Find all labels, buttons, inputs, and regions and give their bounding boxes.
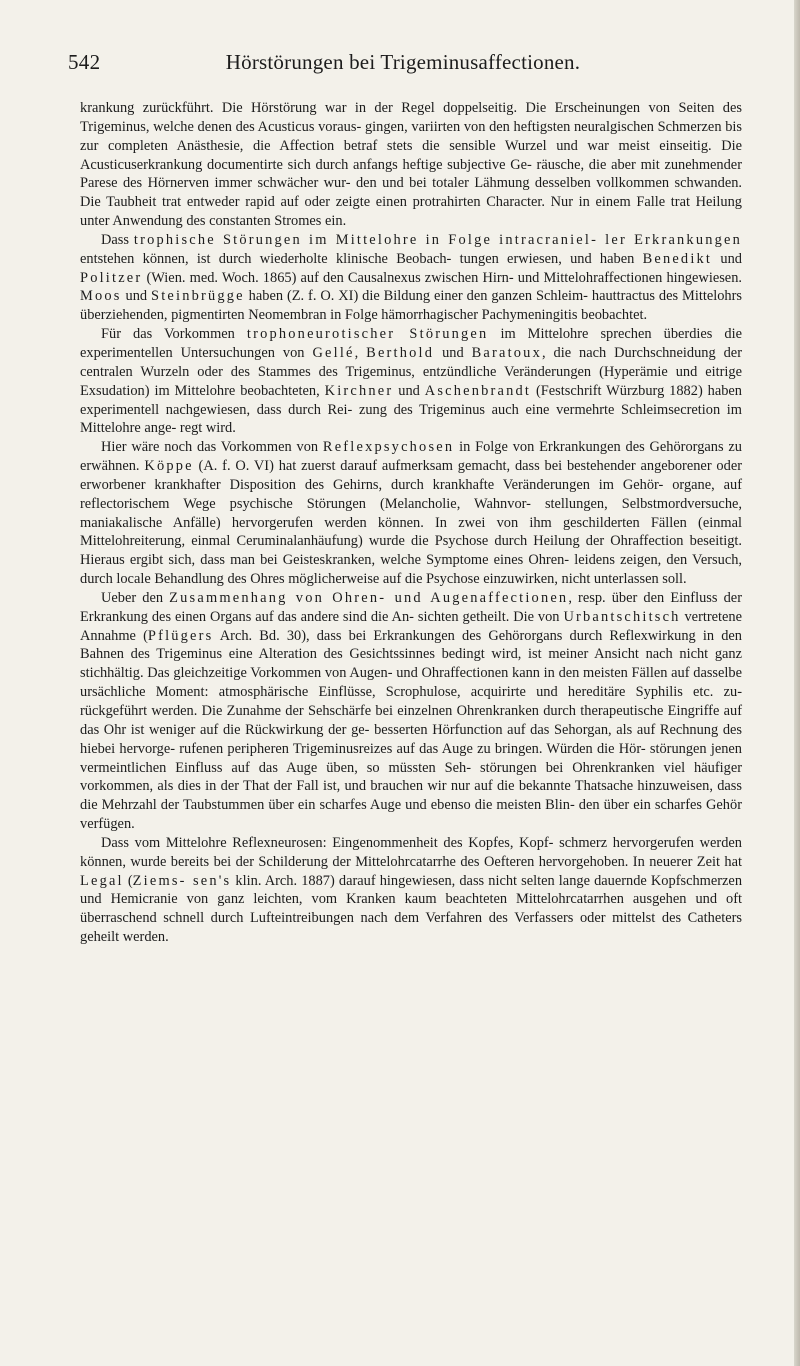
spaced-emphasis: Zusammenhang von Ohren- und Augenaffectionen xyxy=(169,589,569,606)
text-run: und xyxy=(434,344,472,361)
text-run: (Wien. med. Woch. 1865) auf den Causalnexus zwischen Hirn- und Mittelohraffectionen hingewiesen. xyxy=(142,269,742,286)
spaced-emphasis: Berthold xyxy=(366,344,435,361)
text-run: (A. f. O. VI) hat zuerst darauf aufmerksam gemacht, dass bei bestehender angeborener oder erworbener krankhafter Disposition des Gehirns, durch krankhafte Veränderungen im Gehör- organe, auf reflectorischem Wege psychische Störungen (Melancholie, Wahnvor- stellungen, Selbstmordversuche, maniakalische Anfälle) hervorgerufen werden können. In zwei von ihm geschilderten Fällen (einmal Mittelohreiterung, einmal Ceruminalanhäufung) wurde die Psychose durch Heilung der Ohraffection beseitigt. Hieraus ergibt sich, dass man bei Geisteskranken, welche Symptome eines Ohren- leidens zeigen, den Versuch, durch locale Behandlung des Ohres möglicherweise auf die Psychose einzuwirken, nicht unterlassen soll. xyxy=(80,458,742,588)
spaced-emphasis: trophoneurotischer Störungen xyxy=(246,326,489,343)
text-run: und xyxy=(121,288,152,305)
paragraph xyxy=(80,99,742,231)
body-text xyxy=(80,99,742,947)
text-run: klin. Arch. 1887) darauf hingewiesen, dass nicht selten lange dauernde Kopfschmerzen und Hemicranie von ganz leichten, vom Kranken kaum beachteten Mittelohrcatarrhen ausgehen und oft überraschend schnell durch Lufteintreibungen nach dem Verfahren des Verfassers oder mittelst des Catheters geheilt werden. xyxy=(80,872,743,946)
paragraph xyxy=(80,325,742,438)
spaced-emphasis: Kirchner xyxy=(324,382,394,399)
running-title: Hörstörungen bei Trigeminusaffectionen. xyxy=(225,50,581,74)
text-run: in Folge von Erkrankungen des Gehörorgans zu erwähnen. xyxy=(80,439,743,475)
spaced-emphasis: Steinbrügge xyxy=(151,288,245,305)
text-run: krankung zurückführt. Die Hörstörung war in der Regel doppelseitig. Die Erscheinungen von Seiten des Trigeminus, welche denen des Acusticus voraus- gingen, variirten von den heftigsten neuralgischen Schmerzen bis zur completen Anästhesie, die Affection betraf stets die sensible Wurzel und war meist einseitig. Die Acusticuserkrankung documentirte sich durch anfangs heftige subjective Ge- räusche, die aber mit zunehmender Parese des Hörnerven immer schwächer wur- den und bei totaler Lähmung desselben vollkommen schwanden. Die Taubheit trat entweder rapid auf oder zeigte einen protrahirten Character. Nur in einem Falle trat Heilung unter Anwendung des constanten Stromes ein. xyxy=(80,100,742,230)
text-run: ( xyxy=(123,872,133,889)
text-run: Hier wäre noch das Vorkommen von xyxy=(101,439,323,456)
page-header xyxy=(68,50,738,80)
spaced-emphasis: Benedikt xyxy=(642,250,713,267)
paragraph xyxy=(80,834,742,947)
text-run: im Mittelohre sprechen überdies die experimentellen Untersuchungen von xyxy=(80,326,742,361)
spaced-emphasis: Gellé xyxy=(312,344,355,361)
spaced-emphasis: Moos xyxy=(80,288,122,305)
spaced-emphasis: Urbantschitsch xyxy=(563,608,681,625)
text-run: Dass vom Mittelohre Reflexneurosen: Eingenommenheit des Kopfes, Kopf- schmerz hervorgerufen werden können, wurde bereits bei der Schilderung der Mittelohrcatarrhe des Oefteren hervorgehoben. In neuerer Zeit hat xyxy=(80,834,742,870)
spaced-emphasis: trophische Störungen im Mittelohre in Folge intracraniel- ler Erkrankungen xyxy=(133,231,742,248)
text-run: (Festschrift Würzburg 1882) haben experimentell nachgewiesen, dass durch Rei- zung des Trigeminus auch eine vermehrte Schleimsecretion im Mittelohre ange- regt wird. xyxy=(80,382,743,437)
text-run: vertretene Annahme ( xyxy=(80,608,743,644)
page-edge-shadow xyxy=(794,0,800,1366)
text-run: Für das Vorkommen xyxy=(101,326,247,343)
spaced-emphasis: Baratoux xyxy=(471,344,542,361)
spaced-emphasis: Pflügers xyxy=(147,627,214,644)
paragraph xyxy=(80,438,742,589)
text-run: , resp. über den Einfluss der Erkrankung des einen Organs auf das andere sind die An- sichten getheilt. Die von xyxy=(80,589,742,625)
spaced-emphasis: Reflexpsychosen xyxy=(322,439,455,456)
spaced-emphasis: Aschenbrandt xyxy=(424,382,532,399)
page-number: 542 xyxy=(68,50,101,74)
spaced-emphasis: Köppe xyxy=(144,458,194,475)
text-run: Dass xyxy=(101,231,134,248)
text-run: und xyxy=(712,250,742,267)
text-run: haben (Z. f. O. XI) die Bildung einer den ganzen Schleim- hauttractus des Mittelohrs überziehenden, pigmentirten Neomembran in Folge hämorrhagischer Pachymeningitis beobachtet. xyxy=(80,288,742,324)
text-run: , xyxy=(354,344,367,361)
text-run: entstehen können, ist durch wiederholte klinische Beobach- tungen erwiesen, und haben xyxy=(80,250,643,267)
text-run: , die nach Durchschneidung der centralen Wurzeln oder des Stammes des Trigeminus, entzündliche Veränderungen (Hyperämie und eitrige Exsudation) im Mittelohre beobachteten, xyxy=(80,344,742,399)
text-run: Ueber den xyxy=(101,589,170,606)
spaced-emphasis: Legal xyxy=(80,872,124,889)
spaced-emphasis: Ziems- sen's xyxy=(132,872,232,889)
spaced-emphasis: Politzer xyxy=(80,269,143,286)
text-run: Arch. Bd. 30), dass bei Erkrankungen des Gehörorgans durch Reflexwirkung in den Bahnen des Trigeminus eine Alteration des Gesichtssinnes bedingt wird, ist meiner Ansicht nach nicht ganz stichhältig. Das gleichzeitige Vorkommen von Augen- und Ohraffectionen kann in den meisten Fällen auf dasselbe ursächliche Moment: atmosphärische Einflüsse, Scrophulose, acquirirte und hereditäre Syphilis etc. zu- rückgeführt werden. Die Zunahme der Sehschärfe bei einzelnen Ohrenkranken durch therapeutische Eingriffe auf das Ohr ist weniger auf die Rückwirkung der ge- besserten Hörfunction auf das Sehorgan, als auf Rechnung des hiebei hervorge- rufenen peripheren Trigeminusreizes auf das Auge zu bringen. Würden die Hör- störungen jenen vermeintlichen Einfluss auf das Auge üben, so müssten Seh- störungen bei Ohrenkranken viel häufiger vorkommen, als dies in der That der Fall ist, und brauchen wir nur auf die bekannte Thatsache hinzuweisen, dass die Mehrzahl der Taubstummen über ein scharfes Auge und ebenso die meisten Blin- den über ein scharfes Gehör verfügen. xyxy=(80,627,742,833)
paragraph xyxy=(80,231,742,325)
paragraph xyxy=(80,589,742,834)
text-run: und xyxy=(393,382,425,399)
